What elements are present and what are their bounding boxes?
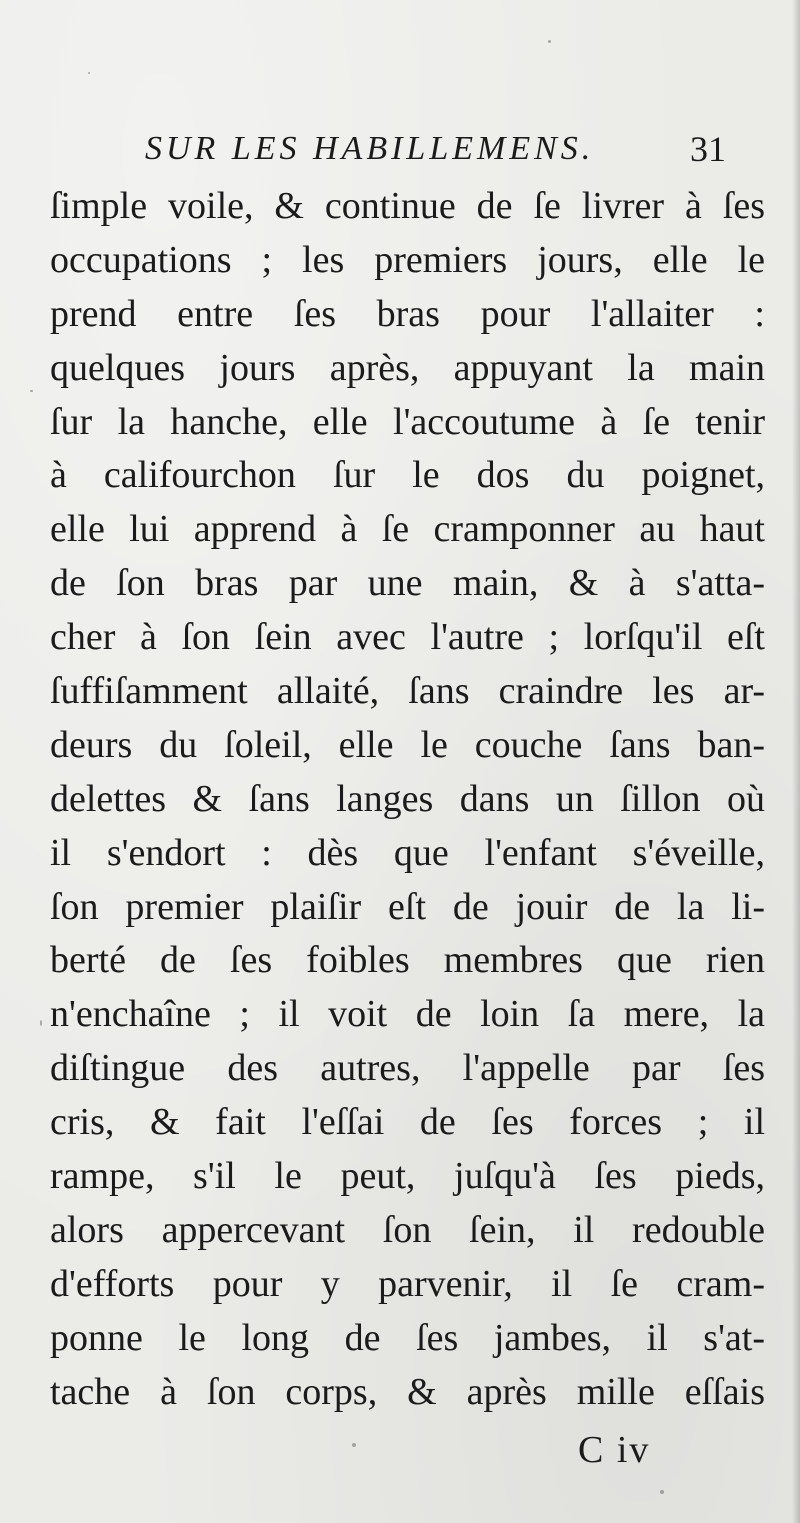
text-line: ſon premier plaiſir eſt de jouir de la li-	[50, 885, 765, 928]
body-text	[50, 180, 765, 1419]
text-line: occupations ; les premiers jours, elle le	[50, 238, 765, 281]
paper-speck	[40, 1020, 42, 1026]
text-line: à califourchon ſur le dos du poignet,	[50, 454, 765, 497]
page-edge-shadow	[792, 0, 800, 1523]
text-line: deurs du ſoleil, elle le couche ſans ban-	[50, 723, 765, 766]
signature-mark: C iv	[578, 1429, 651, 1471]
text-line: de ſon bras par une main, & à s'atta-	[50, 562, 765, 605]
text-line: prend entre ſes bras pour l'allaiter :	[50, 292, 765, 335]
text-line: cher à ſon ſein avec l'autre ; lorſqu'il eſt	[50, 616, 765, 659]
running-title: SUR LES HABILLEMENS.	[145, 130, 595, 167]
paper-speck	[88, 72, 90, 74]
text-line: quelques jours après, appuyant la main	[50, 346, 765, 389]
text-line: n'enchaîne ; il voit de loin ſa mere, la	[50, 993, 765, 1036]
paper-speck	[548, 40, 551, 43]
text-line: alors appercevant ſon ſein, il redouble	[50, 1208, 765, 1251]
text-line: diſtingue des autres, l'appelle par ſes	[50, 1047, 765, 1090]
paper-speck	[30, 390, 33, 392]
text-line: berté de ſes foibles membres que rien	[50, 939, 765, 982]
text-line: ſimple voile, & continue de ſe livrer à ſes	[50, 185, 765, 227]
text-line: ponne le long de ſes jambes, il s'at-	[50, 1316, 765, 1359]
text-line: d'efforts pour y parvenir, il ſe cram-	[50, 1262, 765, 1305]
text-line: cris, & fait l'eſſai de ſes forces ; il	[50, 1101, 765, 1144]
text-line: tache à ſon corps, & après mille eſſais	[50, 1370, 765, 1413]
paper-speck	[352, 1443, 356, 1447]
text-line: il s'endort : dès que l'enfant s'éveille,	[50, 831, 765, 874]
text-line: delettes & ſans langes dans un ſillon où	[50, 777, 765, 820]
running-head	[0, 118, 800, 178]
text-line: ſuffiſamment allaité, ſans craindre les ar-	[50, 670, 765, 713]
text-line: ſur la hanche, elle l'accoutume à ſe tenir	[50, 400, 765, 443]
text-line: rampe, s'il le peut, juſqu'à ſes pieds,	[50, 1155, 765, 1198]
text-line: elle lui apprend à ſe cramponner au haut	[50, 508, 765, 551]
paper-speck	[660, 1490, 664, 1494]
page-number: 31	[690, 129, 726, 169]
